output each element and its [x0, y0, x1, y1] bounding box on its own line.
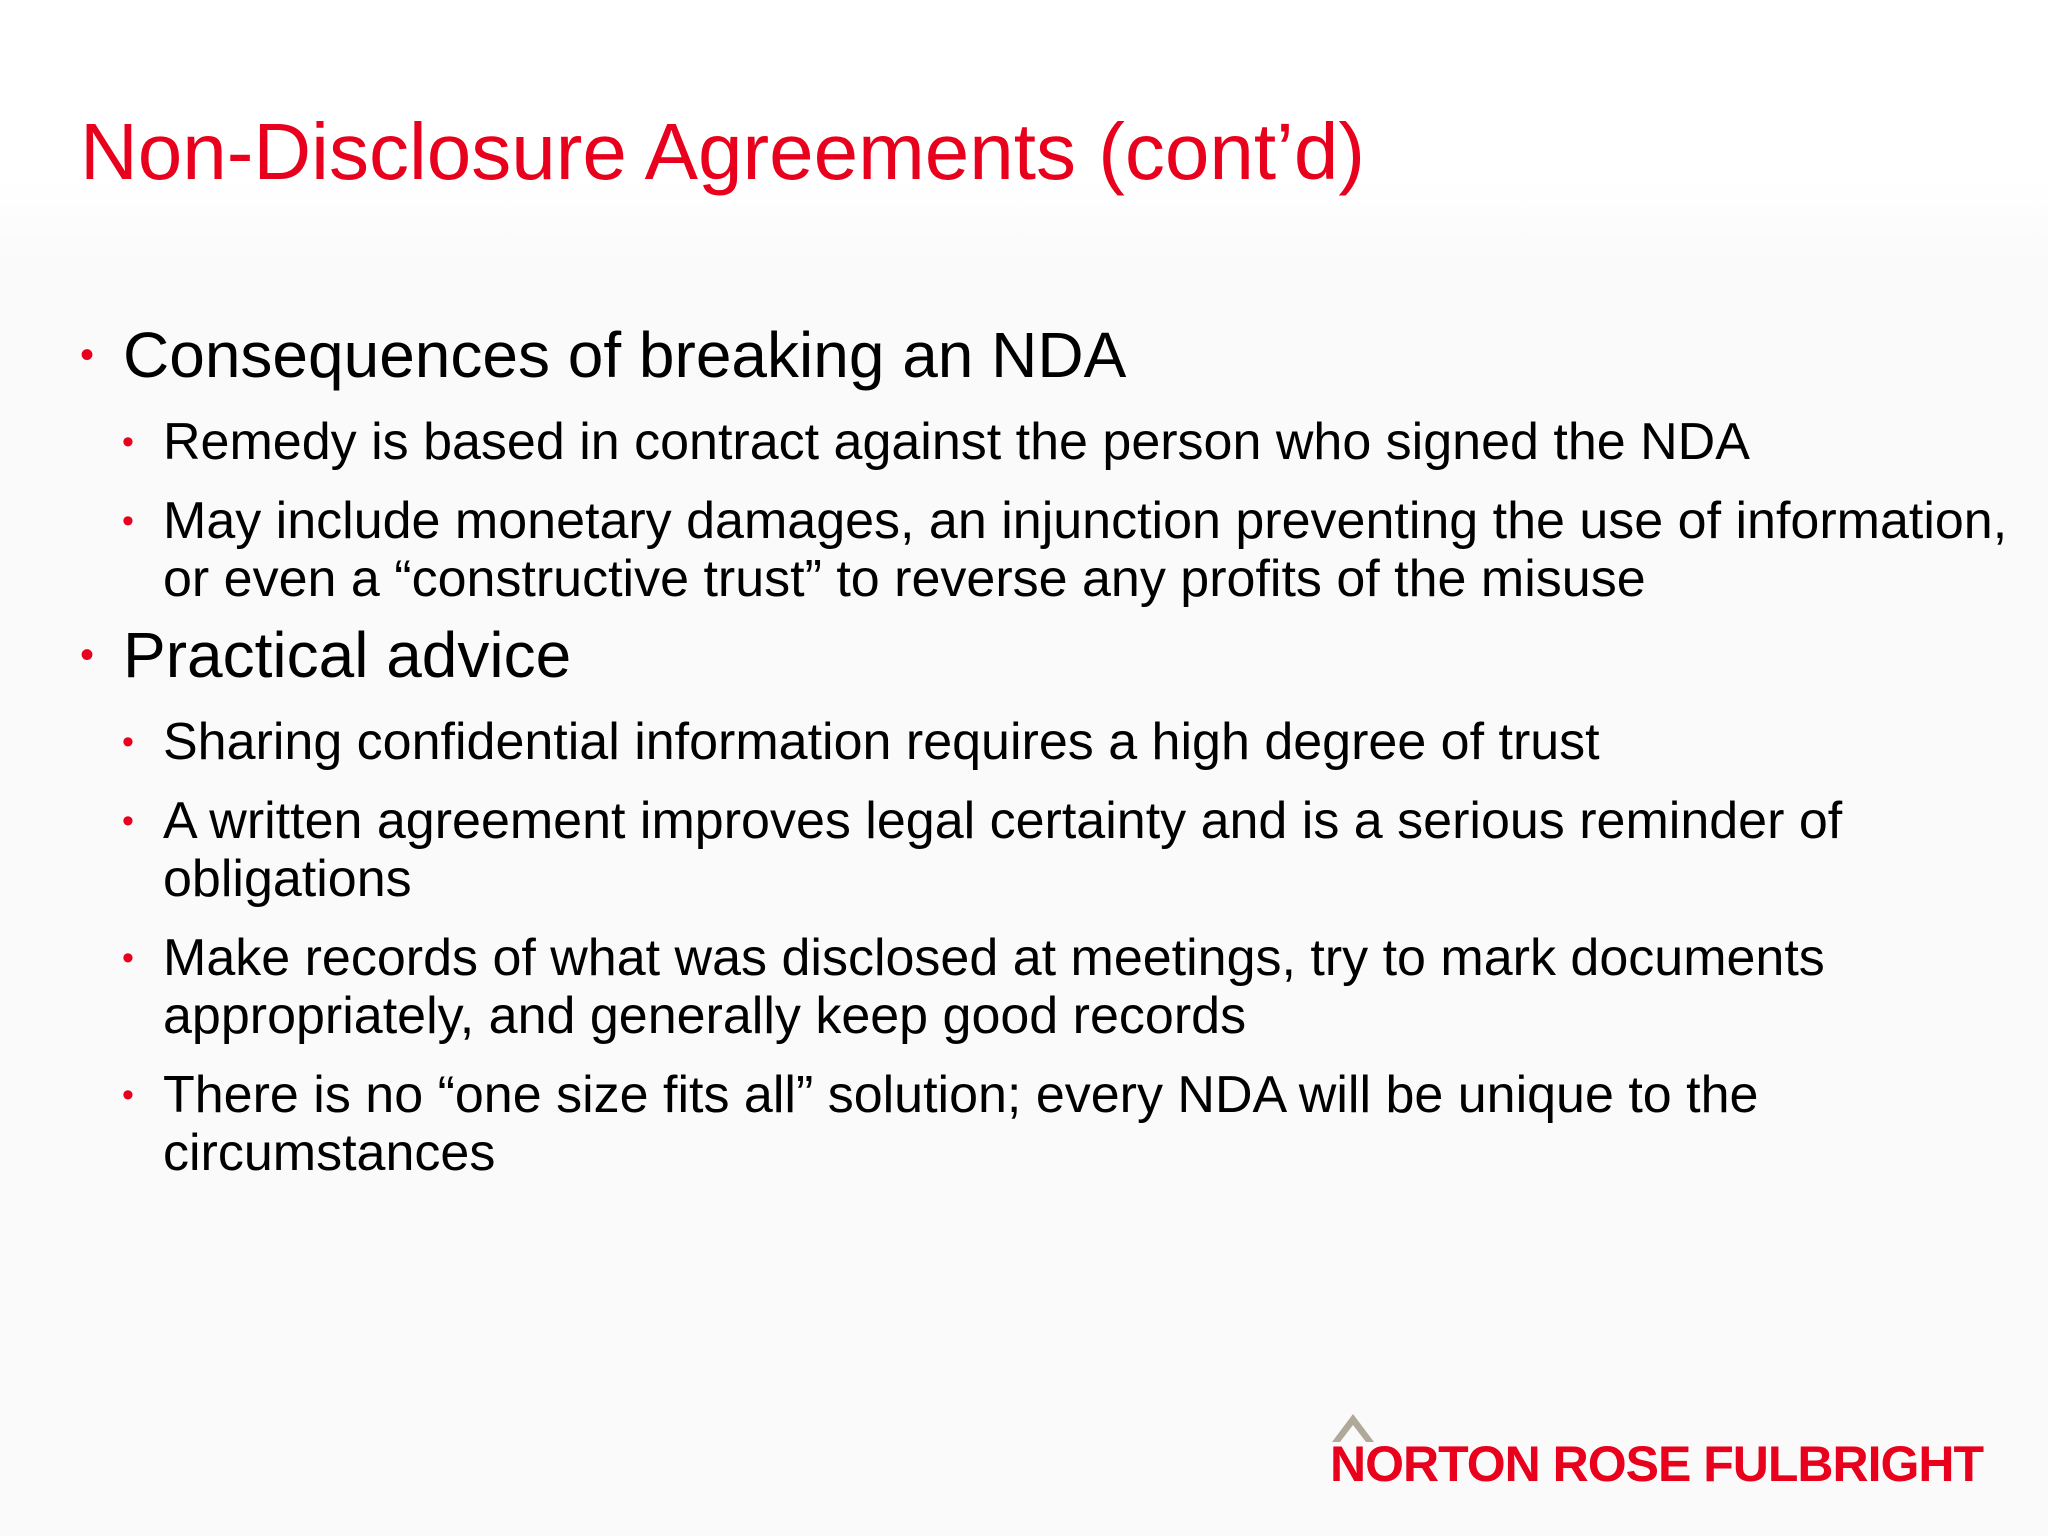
company-logo	[1330, 1412, 1984, 1492]
section-spacer	[80, 608, 1980, 618]
sub-bullet-item	[122, 1066, 2023, 1182]
sub-bullet-text: A written agreement improves legal certainty and is a serious reminder of obligations	[163, 792, 1843, 908]
sub-bullet-text: Sharing confidential information requires a high degree of trust	[163, 713, 1600, 771]
sub-bullet-item	[122, 792, 2023, 908]
sub-bullet-item	[122, 713, 2023, 771]
sub-bullet-text: Remedy is based in contract against the person who signed the NDA	[163, 413, 1750, 471]
bullet-icon: •	[80, 333, 95, 377]
bullet-icon: •	[122, 723, 134, 761]
bullet-icon: •	[122, 939, 134, 977]
slide-title: Non-Disclosure Agreements (cont’d)	[80, 107, 1365, 196]
bullet-heading-practical-advice	[80, 618, 1980, 692]
bullet-icon: •	[122, 423, 134, 461]
sub-bullet-item	[122, 413, 2023, 471]
sub-bullet-item	[122, 492, 2023, 608]
sub-bullet-text: There is no “one size fits all” solution; every NDA will be unique to the circumstances	[163, 1066, 1759, 1182]
logo-text: NORTON ROSE FULBRIGHT	[1330, 1436, 1984, 1492]
bullet-icon: •	[122, 802, 134, 840]
bullet-heading-consequences	[80, 318, 1980, 392]
sub-bullet-text: May include monetary damages, an injunction preventing the use of information, or even a “constructive trust” to reverse any profits of the misuse	[163, 492, 2008, 608]
bullet-icon: •	[122, 1076, 134, 1114]
sub-bullet-item	[122, 929, 2023, 1045]
slide-body	[80, 318, 2008, 1182]
bullet-icon: •	[80, 633, 95, 677]
bullet-heading-text: Consequences of breaking an NDA	[123, 319, 1127, 391]
bullet-icon: •	[122, 502, 134, 540]
sub-bullet-text: Make records of what was disclosed at meetings, try to mark documents appropriately, and generally keep good records	[163, 929, 1825, 1045]
bullet-heading-text: Practical advice	[123, 619, 572, 691]
